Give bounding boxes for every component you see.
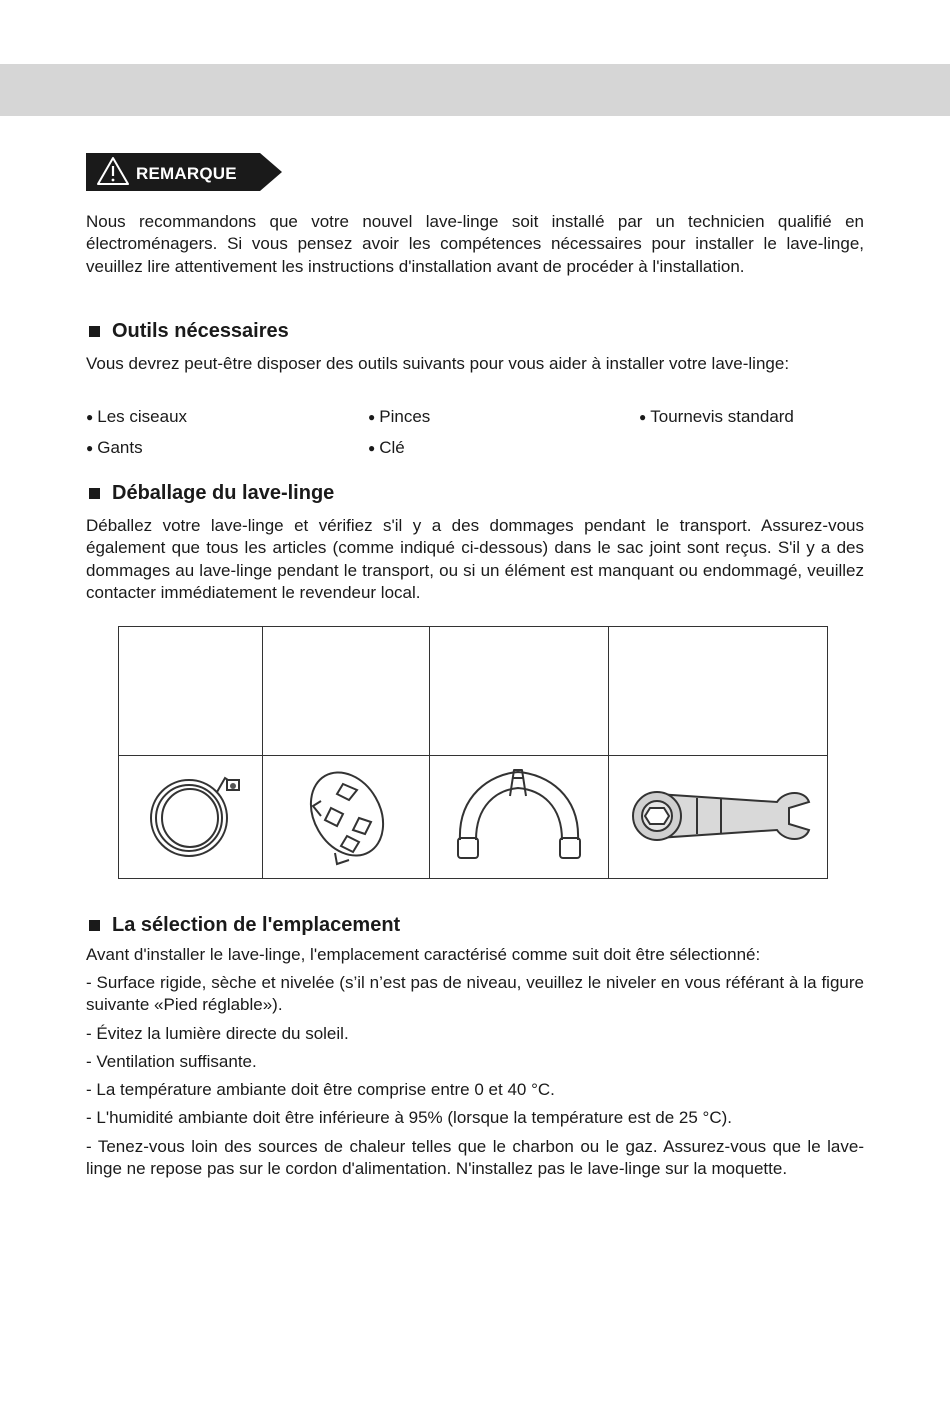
unpack-heading — [86, 482, 864, 505]
bullet-dot-icon: ● — [368, 441, 376, 455]
unpack-paragraph: Déballez votre lave-linge et vérifiez s'il y a des dommages pendant le transport. Assurez-vous également que tous les articles (comme indiqué ci-dessous) dans le sac joint sont reçus. S'il y a des dommages au lave-linge pendant le transport, ou si un élément est manquant ou endommagé, veuillez contacter immédiatement le revendeur local. — [86, 516, 864, 602]
location-title: La sélection de l'emplacement — [112, 914, 401, 936]
intro-section — [86, 211, 864, 278]
square-bullet-icon — [89, 488, 100, 499]
note-label: REMARQUE — [136, 164, 237, 183]
cap-icon — [263, 756, 429, 873]
accessory-image-cell — [430, 756, 609, 879]
location-section — [86, 914, 864, 937]
tool-item — [86, 438, 143, 458]
location-list — [86, 972, 864, 1180]
bullet-dot-icon: ● — [86, 410, 94, 424]
accessory-label-cell — [430, 627, 609, 756]
accessories-table — [118, 626, 828, 879]
tools-intro — [86, 353, 864, 375]
accessory-label-cell — [263, 627, 430, 756]
list-item: - L'humidité ambiante doit être inférieure à 95% (lorsque la température est de 25 °C). — [86, 1108, 732, 1128]
location-heading — [86, 914, 864, 937]
tool-label: Tournevis standard — [650, 407, 794, 426]
list-item: - Tenez-vous loin des sources de chaleur telles que le charbon ou le gaz. Assurez-vous que le lave-linge ne repose pas sur le cordon d'alimentation. N'installez pas le lave-linge sur la moquette. — [86, 1136, 864, 1179]
accessories-label-row — [119, 627, 828, 756]
tools-section — [86, 320, 864, 343]
location-intro — [86, 944, 864, 966]
unpack-intro — [86, 515, 864, 604]
tool-label: Les ciseaux — [97, 407, 188, 426]
tool-item — [368, 438, 405, 458]
tools-heading — [86, 320, 864, 343]
bullet-dot-icon: ● — [639, 410, 647, 424]
list-item: - La température ambiante doit être comprise entre 0 et 40 °C. — [86, 1080, 555, 1100]
accessory-image-cell — [119, 756, 263, 879]
tools-title: Outils nécessaires — [112, 320, 289, 342]
list-item: - Surface rigide, sèche et nivelée (s’il n’est pas de niveau, veuillez le niveler en vous référant à la figure suivante «Pied réglable»). — [86, 973, 864, 1015]
accessory-image-cell — [609, 756, 828, 879]
tool-label: Pinces — [379, 407, 431, 426]
tools-paragraph: Vous devrez peut-être disposer des outils suivants pour vous aider à installer votre lave-linge: — [86, 354, 790, 373]
bullet-dot-icon: ● — [368, 410, 376, 424]
square-bullet-icon — [89, 326, 100, 337]
hose-icon — [119, 756, 262, 873]
accessory-label-cell — [119, 627, 263, 756]
accessories-image-row — [119, 756, 828, 879]
header-band — [0, 64, 950, 116]
accessory-label-cell — [609, 627, 828, 756]
bullet-dot-icon: ● — [86, 441, 94, 455]
tool-label: Clé — [379, 438, 405, 457]
list-item: - Ventilation suffisante. — [86, 1051, 257, 1071]
tool-item — [368, 407, 430, 427]
hose-bracket-icon — [430, 756, 608, 873]
intro-paragraph: Nous recommandons que votre nouvel lave-linge soit installé par un technicien qualifié en électroménagers. Si vous pensez avoir les compétences nécessaires pour installer le lave-linge, veuillez lire attentivement les instructions d'installation avant de procéder à l'installation. — [86, 212, 864, 276]
location-paragraph: Avant d'installer le lave-linge, l'emplacement caractérisé comme suit doit être sélectionné: — [86, 945, 761, 964]
note-banner — [86, 153, 282, 191]
unpack-section — [86, 482, 864, 505]
tool-item — [86, 407, 187, 427]
wrench-icon — [609, 756, 827, 873]
accessory-image-cell — [263, 756, 430, 879]
unpack-title: Déballage du lave-linge — [112, 482, 335, 504]
tool-label: Gants — [97, 438, 143, 457]
tool-item — [639, 407, 794, 427]
square-bullet-icon — [89, 920, 100, 931]
list-item: - Évitez la lumière directe du soleil. — [86, 1023, 349, 1043]
